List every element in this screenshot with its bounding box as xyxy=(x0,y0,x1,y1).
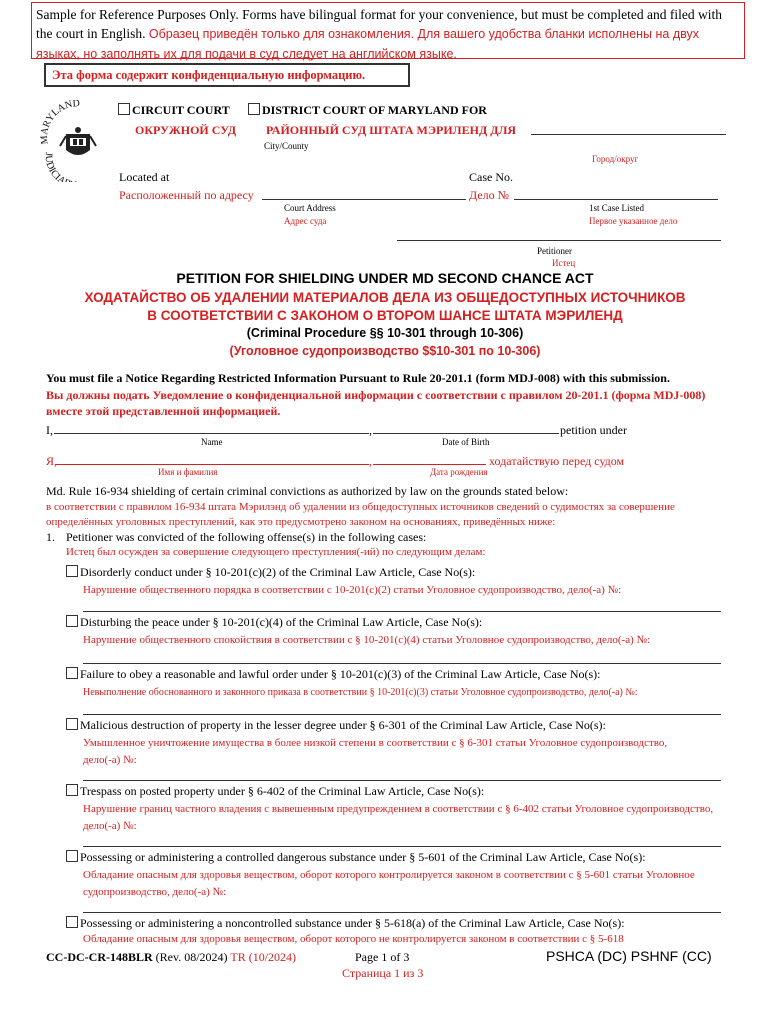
reference-notice xyxy=(31,2,745,59)
offense-text-ru: Нарушение общественного спокойствия в соответствии с § 10-201(c)(4) статьи Уголовное судопроизводство, дело(-а) №: xyxy=(83,634,651,646)
offense-checkbox[interactable] xyxy=(66,784,78,796)
offense-option[interactable]: Disorderly conduct under § 10-201(c)(2) of the Criminal Law Article, Case No(s): xyxy=(66,565,475,580)
confidential-warning: Эта форма содержит конфиденциальную информацию. xyxy=(44,63,410,87)
offense-text-ru: Умышленное уничтожение имущества в более низкой степени в соответствии с § 6-301 статьи Уголовное судопроизводство, дело(-а) №: xyxy=(83,737,668,766)
i-label-ru: Я, xyxy=(46,454,58,468)
district-court-option[interactable]: DISTRICT COURT OF MARYLAND FOR xyxy=(248,103,487,118)
date-of-birth-field-ru[interactable] xyxy=(373,464,486,465)
petitioner-label: Petitioner xyxy=(537,246,572,256)
notice-english: Sample for Reference Purposes Only. Forms have bilingual format for your convenience, but must be completed and filed with the court in English. xyxy=(36,7,722,41)
petition-under-label-ru: ходатайствую перед судом xyxy=(489,454,625,468)
offense-option[interactable]: Disturbing the peace under § 10-201(c)(4) of the Criminal Law Article, Case No(s): xyxy=(66,615,482,630)
form-footer-id: CC-DC-CR-148BLR (Rev. 08/2024) TR (10/2024) xyxy=(46,950,297,964)
name-field-ru[interactable] xyxy=(56,464,369,465)
district-court-checkbox[interactable] xyxy=(248,103,260,115)
district-court-ru: РАЙОННЫЙ СУД ШТАТА МЭРИЛЕНД ДЛЯ xyxy=(266,123,517,137)
petitioner-field[interactable] xyxy=(397,240,721,241)
dob-label-ru: Дата рождения xyxy=(430,467,488,477)
offense-text-ru: Невыполнение обоснованного и законного приказа в соответствии § 10-201(c)(3) статьи Уголовное судопроизводство, дело(-а) №: xyxy=(83,687,638,698)
case-number-field[interactable] xyxy=(83,714,721,715)
name-field[interactable] xyxy=(54,433,369,434)
name-label-ru: Имя и фамилия xyxy=(158,467,218,477)
offense-option[interactable]: Possessing or administering a controlled dangerous substance under § 5-601 of the Criminal Law Article, Case No(s): xyxy=(66,850,646,865)
offense-option[interactable]: Possessing or administering a noncontrolled substance under § 5-618(a) of the Criminal Law Article, Case No(s): xyxy=(66,916,625,931)
petitioner-label-ru: Истец xyxy=(552,258,576,268)
rule-text: Md. Rule 16-934 shielding of certain criminal convictions as authorized by law on the grounds stated below: xyxy=(46,484,569,498)
rule-text-ru: в соответствии с правилом 16-934 штата Мэрилэнд об удалении из общедоступных источников сведений о судимостях за совершение определённых уголовных преступлений, как это предусмотрено законом на основаниях, приведённых ниже: xyxy=(46,501,675,528)
case-number-field[interactable] xyxy=(83,663,721,664)
page-number: Page 1 of 3 xyxy=(355,950,410,964)
form-subtitle: (Criminal Procedure §§ 10-301 through 10-306) xyxy=(246,326,524,340)
instruction-text-ru: Вы должны подать Уведомление о конфиденциальной информации с соответствии с правилом 20-201.1 (форма MDJ-008) вместе этой представленной информацией. xyxy=(46,388,706,418)
offense-checkbox[interactable] xyxy=(66,667,78,679)
instruction-text: You must file a Notice Regarding Restricted Information Pursuant to Rule 20-201.1 (form MDJ-008) with this submission. xyxy=(46,371,670,385)
form-title-ru-line1: ХОДАТАЙСТВО ОБ УДАЛЕНИИ МАТЕРИАЛОВ ДЕЛА ИЗ ОБЩЕДОСТУПНЫХ ИСТОЧНИКОВ xyxy=(84,290,686,305)
offense-option[interactable]: Failure to obey a reasonable and lawful order under § 10-201(c)(3) of the Criminal Law Article, Case No(s): xyxy=(66,667,601,682)
item-number: 1. xyxy=(46,530,55,544)
circuit-court-ru: ОКРУЖНОЙ СУД xyxy=(135,123,237,137)
court-address-label-ru: Адрес суда xyxy=(284,216,327,226)
case-number-field[interactable] xyxy=(514,199,718,200)
offense-checkbox[interactable] xyxy=(66,615,78,627)
city-county-field[interactable] xyxy=(531,134,726,135)
form-subtitle-ru: (Уголовное судопроизводство $$10-301 по 10-306) xyxy=(229,344,541,358)
offense-option[interactable]: Malicious destruction of property in the lesser degree under § 6-301 of the Criminal Law Article, Case No(s): xyxy=(66,718,606,733)
court-address-label: Court Address xyxy=(284,203,336,213)
offense-checkbox[interactable] xyxy=(66,916,78,928)
city-county-label: City/County xyxy=(264,141,309,151)
offense-text-ru: Обладание опасным для здоровья веществом, оборот которого контролируется законом в соответствии с § 5-601 статьи Уголовное судопроизводство, дело(-а) №: xyxy=(83,869,695,898)
case-number-field[interactable] xyxy=(83,846,721,847)
form-codes: PSHCA (DC) PSHNF (CC) xyxy=(546,948,712,964)
city-county-label-ru: Город/округ xyxy=(592,154,639,164)
offense-text-ru: Нарушение границ частного владения с вывешенным предупреждением в соответствии с § 6-402 статьи Уголовное судопроизводство, дело(-а) №: xyxy=(83,803,714,832)
court-address-field[interactable] xyxy=(262,199,466,200)
date-of-birth-field[interactable] xyxy=(373,433,559,434)
first-case-label-ru: Первое указанное дело xyxy=(589,216,678,226)
svg-text:JUDICIARY: JUDICIA xyxy=(42,151,68,182)
offense-text-ru: Нарушение общественного порядка в соответствии с 10-201(c)(2) статьи Уголовное судопроизводство, дело(-а) №: xyxy=(83,584,622,596)
form-title-ru-line2: В СООТВЕТСТВИИ С ЗАКОНОМ О ВТОРОМ ШАНСЕ ШТАТА МЭРИЛЕНД xyxy=(147,308,623,323)
page-number-ru: Страница 1 из 3 xyxy=(342,966,424,980)
circuit-court-checkbox[interactable] xyxy=(118,103,130,115)
case-number-field[interactable] xyxy=(83,780,721,781)
located-at-label-ru: Расположенный по адресу xyxy=(119,188,254,202)
i-label: I, xyxy=(46,423,53,437)
maryland-judiciary-seal xyxy=(40,100,116,182)
item1-text: Petitioner was convicted of the following offense(s) in the following cases: xyxy=(66,530,427,544)
case-number-field[interactable] xyxy=(83,912,721,913)
offense-option[interactable]: Trespass on posted property under § 6-402 of the Criminal Law Article, Case No(s): xyxy=(66,784,484,799)
offense-checkbox[interactable] xyxy=(66,850,78,862)
form-title: PETITION FOR SHIELDING UNDER MD SECOND CHANCE ACT xyxy=(176,270,594,286)
offense-text-ru: Обладание опасным для здоровья веществом, оборот которого не контролируется законом в соответствии с § 5-618 xyxy=(83,933,624,945)
svg-text:MARYLAND: MARYLAND xyxy=(40,100,81,145)
case-number-field[interactable] xyxy=(83,611,721,612)
offense-checkbox[interactable] xyxy=(66,718,78,730)
located-at-label: Located at xyxy=(119,170,170,184)
petition-under-label: petition under xyxy=(560,423,627,437)
item1-text-ru: Истец был осужден за совершение следующего преступления(-ий) по следующим делам: xyxy=(66,546,486,558)
case-number-label-ru: Дело № xyxy=(469,188,510,202)
dob-label: Date of Birth xyxy=(442,437,490,447)
offense-checkbox[interactable] xyxy=(66,565,78,577)
notice-russian: Образец приведён только для ознакомления. Для вашего удобства бланки исполнены на двух языках, но заполнять их для подачи в суд следует на английском языке. xyxy=(36,27,699,61)
first-case-label: 1st Case Listed xyxy=(589,203,644,213)
name-label: Name xyxy=(201,437,223,447)
circuit-court-option[interactable]: CIRCUIT COURT xyxy=(118,103,230,118)
case-number-label: Case No. xyxy=(469,170,513,184)
